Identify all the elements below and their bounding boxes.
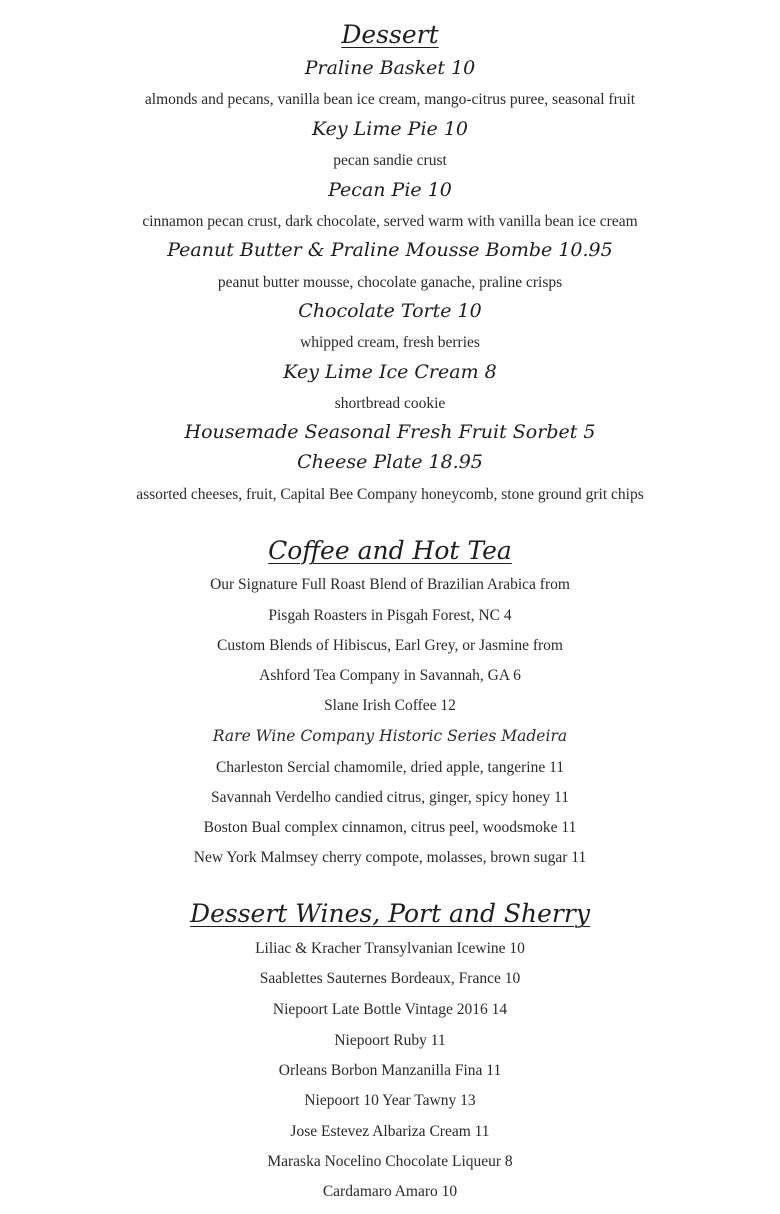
madeira-line: Boston Bual complex cinnamon, citrus peel, woodsmoke 11 <box>203 819 577 836</box>
menu-item-title: Key Lime Pie 10 <box>311 118 469 140</box>
menu-item-description: shortbread cookie <box>334 395 446 412</box>
wine-line: Niepoort 10 Year Tawny 13 <box>304 1092 476 1109</box>
menu-item-title: Pecan Pie 10 <box>328 179 452 201</box>
menu-item-title: Praline Basket 10 <box>304 57 476 79</box>
wine-line: Liliac & Kracher Transylvanian Icewine 10 <box>255 940 525 957</box>
wine-line: Saablettes Sauternes Bordeaux, France 10 <box>259 970 521 987</box>
coffee-line: Our Signature Full Roast Blend of Brazilian Arabica from <box>210 576 570 593</box>
madeira-line: Savannah Verdelho candied citrus, ginger, spicy honey 11 <box>211 789 569 806</box>
madeira-line: Charleston Sercial chamomile, dried apple, tangerine 11 <box>215 759 565 776</box>
menu-item-description: pecan sandie crust <box>333 152 447 169</box>
menu-item-title: Key Lime Ice Cream 8 <box>283 361 497 383</box>
wine-line: Cardamaro Amaro 10 <box>322 1183 458 1200</box>
wine-line: Niepoort Late Bottle Vintage 2016 14 <box>272 1001 508 1018</box>
menu-item-description: cinnamon pecan crust, dark chocolate, served warm with vanilla bean ice cream <box>142 213 638 230</box>
wine-line: Jose Estevez Albariza Cream 11 <box>290 1123 490 1140</box>
menu-item-title: Peanut Butter & Praline Mousse Bombe 10.95 <box>167 239 613 261</box>
coffee-line: Pisgah Roasters in Pisgah Forest, NC 4 <box>268 607 512 624</box>
menu-item-title: Chocolate Torte 10 <box>298 300 482 322</box>
tea-line: Custom Blends of Hibiscus, Earl Grey, or Jasmine from <box>217 637 563 654</box>
menu-item-description: almonds and pecans, vanilla bean ice cream, mango-citrus puree, seasonal fruit <box>144 91 636 108</box>
menu-item-description: whipped cream, fresh berries <box>300 334 480 351</box>
coffee-heading: Coffee and Hot Tea <box>268 536 512 565</box>
wine-line: Niepoort Ruby 11 <box>334 1032 446 1049</box>
wines-heading: Dessert Wines, Port and Sherry <box>190 899 590 928</box>
menu-item-title: Cheese Plate 18.95 <box>297 451 483 473</box>
wine-line: Maraska Nocelino Chocolate Liqueur 8 <box>267 1153 513 1170</box>
menu-item-title: Housemade Seasonal Fresh Fruit Sorbet 5 <box>184 421 596 443</box>
madeira-line: New York Malmsey cherry compote, molasses, brown sugar 11 <box>193 849 587 866</box>
tea-line: Ashford Tea Company in Savannah, GA 6 <box>259 667 521 684</box>
wine-line: Orleans Borbon Manzanilla Fina 11 <box>278 1062 502 1079</box>
menu-item-description: assorted cheeses, fruit, Capital Bee Company honeycomb, stone ground grit chips <box>136 486 644 503</box>
dessert-heading: Dessert <box>341 20 439 49</box>
irish-coffee-line: Slane Irish Coffee 12 <box>324 697 456 714</box>
madeira-heading: Rare Wine Company Historic Series Madeira <box>212 727 568 745</box>
menu-item-description: peanut butter mousse, chocolate ganache, praline crisps <box>217 274 563 291</box>
